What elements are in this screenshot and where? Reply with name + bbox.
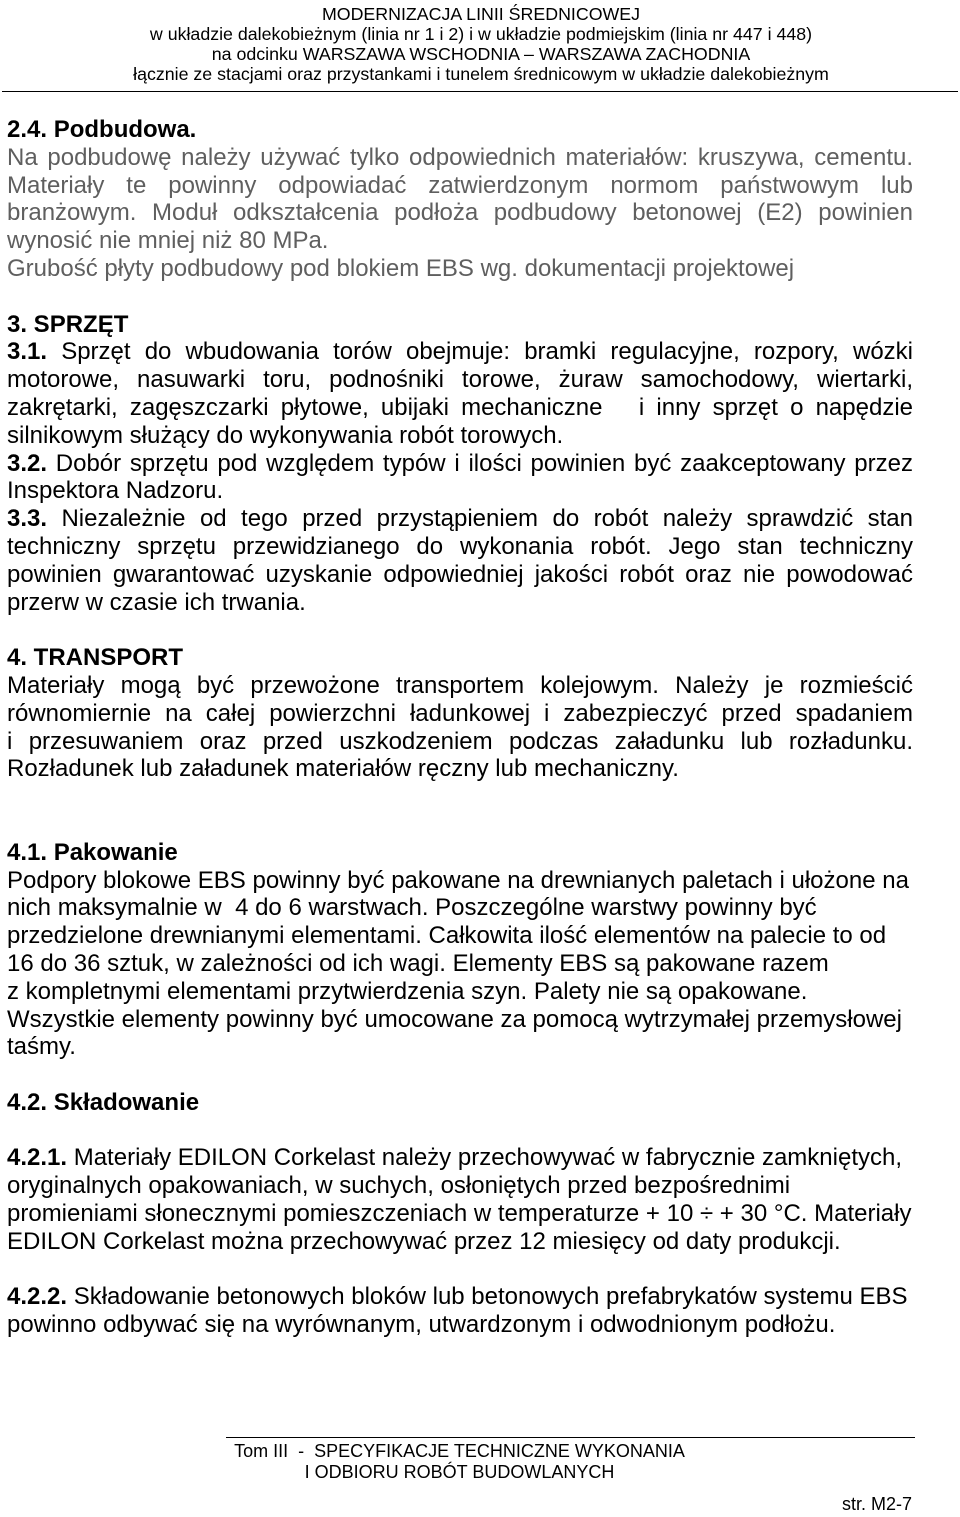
section-heading-transport: 4. TRANSPORT <box>7 644 184 672</box>
footer-volume-title: Tom III - SPECYFIKACJE TECHNICZNE WYKONANIA <box>234 1441 685 1461</box>
document-body <box>7 116 913 1339</box>
item-number: 3.3. <box>7 505 48 533</box>
item-number: 4.2.1. <box>7 1144 68 1172</box>
item-number: 4.2.2. <box>7 1283 68 1311</box>
footer-volume-title: I ODBIORU ROBÓT BUDOWLANYCH <box>304 1462 615 1482</box>
transport-paragraph-line: Rozładunek lub załadunek materiałów ręczny lub mechaniczny. <box>7 755 679 783</box>
pakowanie-paragraph-line: taśmy. <box>7 1033 76 1061</box>
sprzet-item-3-1-line: zakrętarki, zagęszczarki płytowe, ubijaki mechaniczne i inny sprzęt o napędzie <box>7 393 913 421</box>
section-heading-podbudowa: 2.4. Podbudowa. <box>7 116 197 143</box>
skladowanie-item-4-2-1-line <box>7 1144 913 1172</box>
section-heading-sprzet: 3. SPRZĘT <box>7 310 129 338</box>
header-rule <box>2 91 958 92</box>
skladowanie-item-4-2-1-line: oryginalnych opakowaniach, w suchych, osłoniętych przed bezpośrednimi <box>7 1172 791 1200</box>
header-subtitle-line: w układzie dalekobieżnym (linia nr 1 i 2) i w układzie podmiejskim (linia nr 447 i 448) <box>149 24 813 44</box>
page-number: str. M2-7 <box>841 1494 912 1514</box>
header-project-title: MODERNIZACJA LINII ŚREDNICOWEJ <box>321 4 641 24</box>
pakowanie-paragraph-line: z kompletnymi elementami przytwierdzenia szyn. Palety nie są opakowane. <box>7 977 808 1005</box>
sprzet-item-3-1-line <box>7 338 913 366</box>
transport-paragraph-line: Materiały mogą być przewożone transportem kolejowym. Należy je rozmieścić <box>7 671 913 699</box>
sprzet-item-3-1-line: silnikowym służący do wykonywania robót torowych. <box>7 421 564 449</box>
item-number: 3.1. <box>7 338 48 366</box>
transport-paragraph-line: równomiernie na całej powierzchni ładunkowej i zabezpieczyć przed spadaniem <box>7 699 913 727</box>
sprzet-item-3-3-line: przerw w czasie ich trwania. <box>7 588 306 616</box>
podbudowa-paragraph-line: branżowym. Moduł odkształcenia podłoża podbudowy betonowej (E2) powinien <box>7 199 913 227</box>
header-subtitle-line: łącznie ze stacjami oraz przystankami i tunelem średnicowym w układzie dalekobieżnym <box>133 64 829 84</box>
header-subtitle-line: na odcinku WARSZAWA WSCHODNIA – WARSZAWA ZACHODNIA <box>211 44 751 64</box>
sprzet-item-3-3-line: powinien gwarantować uzyskanie odpowiedniej jakości robót oraz nie powodować <box>7 560 913 588</box>
sprzet-item-3-2-line: Inspektora Nadzoru. <box>7 477 224 505</box>
pakowanie-paragraph-line: Podpory blokowe EBS powinny być pakowane na drewnianych paletach i ułożone na <box>7 866 909 894</box>
pakowanie-paragraph-line: przedzielone drewnianymi elementami. Całkowita ilość elementów na palecie to od <box>7 922 887 950</box>
skladowanie-item-4-2-2-line: powinno odbywać się na wyrównanym, utwardzonym i odwodnionym podłożu. <box>7 1311 836 1339</box>
section-heading-pakowanie: 4.1. Pakowanie <box>7 838 178 866</box>
item-text: Materiały EDILON Corkelast należy przechowywać w fabrycznie zamkniętych, <box>73 1144 903 1172</box>
section-heading-skladowanie: 4.2. Składowanie <box>7 1088 200 1116</box>
item-number: 3.2. <box>7 449 48 477</box>
footer-rule <box>226 1437 915 1438</box>
item-text: Niezależnie od tego przed przystąpieniem do robót należy sprawdzić stan <box>61 505 913 533</box>
skladowanie-item-4-2-1-line: EDILON Corkelast można przechowywać przez 12 miesięcy od daty produkcji. <box>7 1227 841 1255</box>
podbudowa-thickness-line: Grubość płyty podbudowy pod blokiem EBS wg. dokumentacji projektowej <box>7 254 795 282</box>
podbudowa-paragraph-line: Na podbudowę należy używać tylko odpowiednich materiałów: kruszywa, cementu. <box>7 143 913 171</box>
item-text: Składowanie betonowych bloków lub betonowych prefabrykatów systemu EBS <box>73 1283 908 1311</box>
item-text: Dobór sprzętu pod względem typów i ilości powinien być zaakceptowany przez <box>55 449 913 477</box>
pakowanie-paragraph-line: nich maksymalnie w 4 do 6 warstwach. Poszczególne warstwy powinny być <box>7 894 817 922</box>
item-text: Sprzęt do wbudowania torów obejmuje: bramki regulacyjne, rozpory, wózki <box>61 338 913 366</box>
podbudowa-paragraph-line: wynosić nie mniej niż 80 MPa. <box>7 227 329 255</box>
sprzet-item-3-2-line <box>7 450 913 478</box>
pakowanie-paragraph-line: Wszystkie elementy powinny być umocowane za pomocą wytrzymałej przemysłowej <box>7 1005 902 1033</box>
pakowanie-paragraph-line: 16 do 36 sztuk, w zależności od ich wagi. Elementy EBS są pakowane razem <box>7 949 829 977</box>
sprzet-item-3-3-line: techniczny sprzętu przewidzianego do wykonania robót. Jego stan techniczny <box>7 532 913 560</box>
document-footer <box>7 1441 912 1483</box>
sprzet-item-3-1-line: motorowe, nasuwarki toru, podnośniki torowe, żuraw samochodowy, wiertarki, <box>7 366 913 394</box>
document-header <box>0 4 960 84</box>
sprzet-item-3-3-line <box>7 505 913 533</box>
transport-paragraph-line: i przesuwaniem oraz przed uszkodzeniem podczas załadunku lub rozładunku. <box>7 727 913 755</box>
skladowanie-item-4-2-1-line: promieniami słonecznymi pomieszczeniach w temperaturze + 10 ÷ + 30 °C. Materiały <box>7 1200 912 1228</box>
podbudowa-paragraph-line: Materiały te powinny odpowiadać zatwierdzonym normom państwowym lub <box>7 171 913 199</box>
skladowanie-item-4-2-2-line <box>7 1283 913 1311</box>
